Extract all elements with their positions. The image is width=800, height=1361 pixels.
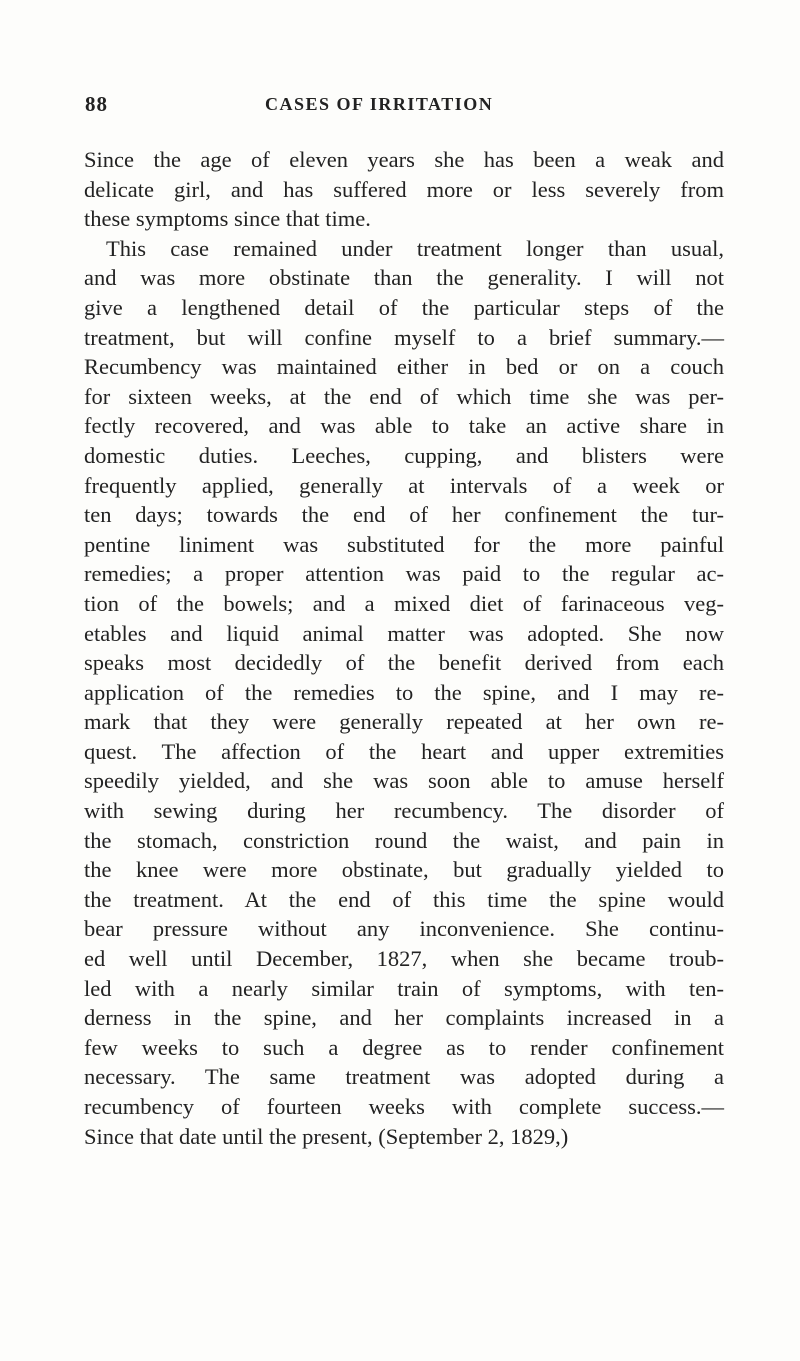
chapter-title: CASES OF IRRITATION (265, 94, 494, 114)
text-line: bear pressure without any inconvenience. She continu- (84, 916, 724, 942)
text-line: derness in the spine, and her complaints increased in a (84, 1005, 724, 1031)
text-line: speedily yielded, and she was soon able to amuse herself (84, 768, 724, 794)
text-line: the treatment. At the end of this time the spine would (84, 886, 724, 912)
text-line: for sixteen weeks, at the end of which time she was per- (84, 383, 724, 409)
text-line: the stomach, constriction round the waist, and pain in (84, 827, 724, 853)
text-line: treatment, but will confine myself to a brief summary.— (84, 324, 724, 350)
text-line: ed well until December, 1827, when she became troub- (84, 946, 724, 972)
text-line: recumbency of fourteen weeks with complete success.— (84, 1094, 724, 1119)
text-line: necessary. The same treatment was adopted during a (84, 1064, 724, 1090)
text-line: tion of the bowels; and a mixed diet of farinaceous veg- (84, 590, 724, 616)
text-line: frequently applied, generally at intervals of a week or (84, 472, 724, 498)
text-line: application of the remedies to the spine, and I may re- (84, 679, 724, 705)
text-line: pentine liniment was substituted for the more painful (84, 531, 724, 557)
text-line: few weeks to such a degree as to render confinement (84, 1034, 724, 1060)
text-line: the knee were more obstinate, but gradually yielded to (84, 857, 724, 883)
text-line: speaks most decidedly of the benefit derived from each (84, 650, 724, 676)
text-line: etables and liquid animal matter was adopted. She now (84, 620, 724, 646)
text-line: these symptoms since that time. (84, 206, 371, 232)
text-line: and was more obstinate than the generality. I will not (84, 265, 724, 291)
text-line: ten days; towards the end of her confinement the tur- (84, 502, 724, 528)
text-line: delicate girl, and has suffered more or less severely from (84, 176, 724, 202)
running-head (85, 92, 715, 122)
text-line: quest. The affection of the heart and upper extremities (84, 738, 724, 764)
text-line: Recumbency was maintained either in bed or on a couch (84, 354, 724, 380)
text-line: Since the age of eleven years she has been a weak and (84, 147, 724, 172)
text-line: Since that date until the present, (September 2, 1829,) (84, 1123, 569, 1149)
body-text (84, 145, 724, 1151)
text-line: led with a nearly similar train of symptoms, with ten- (84, 975, 724, 1001)
page-number: 88 (85, 92, 108, 116)
text-line: give a lengthened detail of the particular steps of the (84, 294, 724, 320)
text-line: mark that they were generally repeated at her own re- (84, 709, 724, 735)
text-line: This case remained under treatment longer than usual, (106, 235, 724, 261)
text-line: fectly recovered, and was able to take an active share in (84, 413, 724, 439)
text-line: domestic duties. Leeches, cupping, and blisters were (84, 442, 724, 468)
text-line: with sewing during her recumbency. The disorder of (84, 798, 724, 824)
text-line: remedies; a proper attention was paid to the regular ac- (84, 561, 724, 587)
